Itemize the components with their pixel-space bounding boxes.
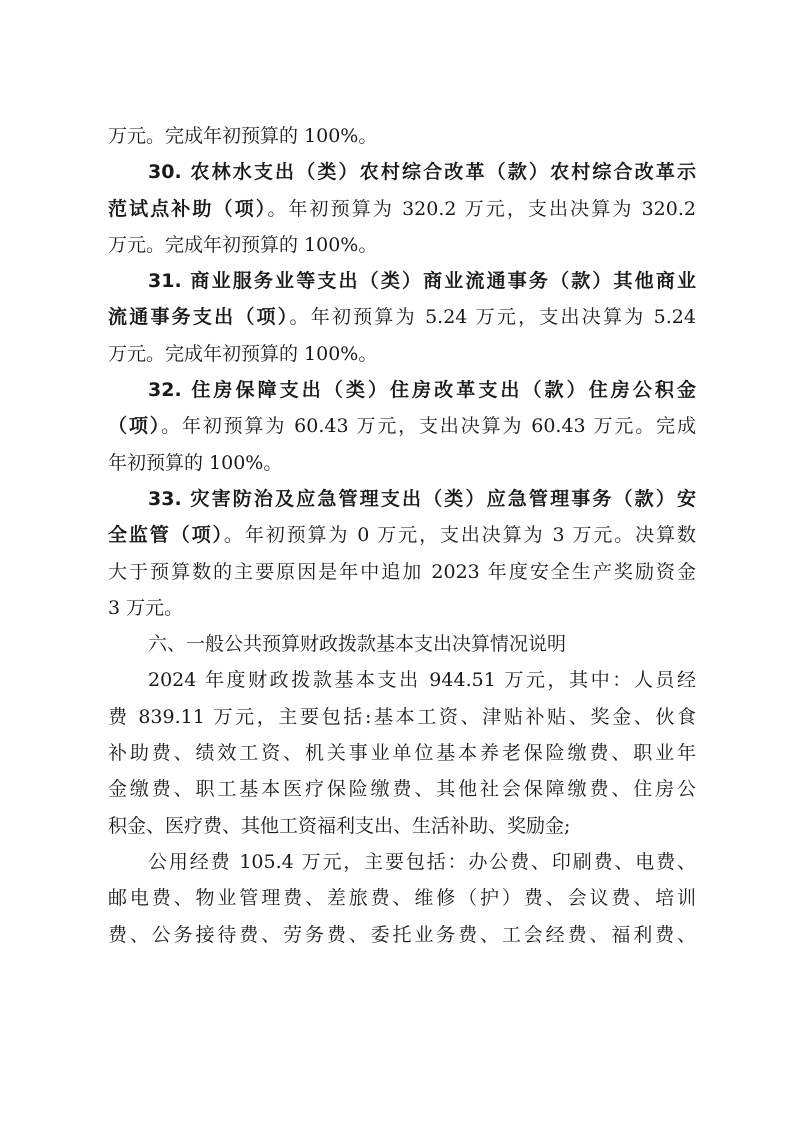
paragraph-line <box>108 590 696 626</box>
paragraph-line <box>108 336 696 372</box>
item-title: 范试点补助（项） <box>108 197 268 220</box>
body-text: 年初预算的 100%。 <box>108 451 283 474</box>
item-heading-30 <box>108 154 696 190</box>
paragraph-line: 积金、医疗费、其他工资福利支出、生活补助、奖励金; <box>108 814 571 837</box>
paragraph-line <box>108 554 696 590</box>
item-title: （项） <box>108 415 162 438</box>
paragraph-line <box>108 408 696 444</box>
paragraph-line <box>108 227 696 263</box>
body-text: 。年初预算为 0 万元，支出决算为 3 万元。决算数 <box>223 524 696 547</box>
paragraph-line: 邮电费、物业管理费、差旅费、维修（护）费、会议费、培训 <box>108 887 696 910</box>
document-page <box>108 118 696 953</box>
item-title: 31. 商业服务业等支出（类）商业流通事务（款）其他商业 <box>148 270 696 293</box>
item-title: 32. 住房保障支出（类）住房改革支出（款）住房公积金 <box>148 379 696 402</box>
paragraph-line: 2024 年度财政拨款基本支出 944.51 万元，其中：人员经 <box>148 669 696 692</box>
item-title: 全监管（项） <box>108 524 224 547</box>
body-text: 3 万元。 <box>108 596 184 619</box>
body-text: 大于预算数的主要原因是年中追加 2023 年度安全生产奖励资金 <box>108 560 696 583</box>
paragraph-line: 金缴费、职工基本医疗保险缴费、其他社会保障缴费、住房公 <box>108 778 696 801</box>
paragraph-line <box>108 445 696 481</box>
paragraph-line: 费 839.11 万元，主要包括:基本工资、津贴补贴、奖金、伙食 <box>108 705 696 728</box>
section-heading: 六、一般公共预算财政拨款基本支出决算情况说明 <box>148 633 567 656</box>
item-heading-32 <box>108 372 696 408</box>
paragraph-line: 费、公务接待费、劳务费、委托业务费、工会经费、福利费、 <box>108 923 696 946</box>
paragraph-line <box>108 191 696 227</box>
item-heading-33 <box>108 481 696 517</box>
paragraph-line: 补助费、绩效工资、机关事业单位基本养老保险缴费、职业年 <box>108 742 696 765</box>
paragraph-line: 公用经费 105.4 万元，主要包括：办公费、印刷费、电费、 <box>148 850 696 873</box>
body-text: 万元。完成年初预算的 100%。 <box>108 342 378 365</box>
item-heading-31 <box>108 263 696 299</box>
paragraph-line <box>108 517 696 553</box>
item-title: 流通事务支出（项） <box>108 306 290 329</box>
body-text: 。年初预算为 60.43 万元，支出决算为 60.43 万元。完成 <box>161 415 696 438</box>
body-text: 万元。完成年初预算的 100%。 <box>108 125 378 147</box>
paragraph-line <box>108 118 696 154</box>
body-text: 。年初预算为 320.2 万元，支出决算为 320.2 <box>267 197 696 220</box>
body-text: 万元。完成年初预算的 100%。 <box>108 233 378 256</box>
paragraph-line <box>108 299 696 335</box>
item-title: 33. 灾害防治及应急管理支出（类）应急管理事务（款）安 <box>148 487 696 510</box>
body-text: 。年初预算为 5.24 万元，支出决算为 5.24 <box>289 306 696 329</box>
item-title: 30. 农林水支出（类）农村综合改革（款）农村综合改革示 <box>148 161 696 184</box>
